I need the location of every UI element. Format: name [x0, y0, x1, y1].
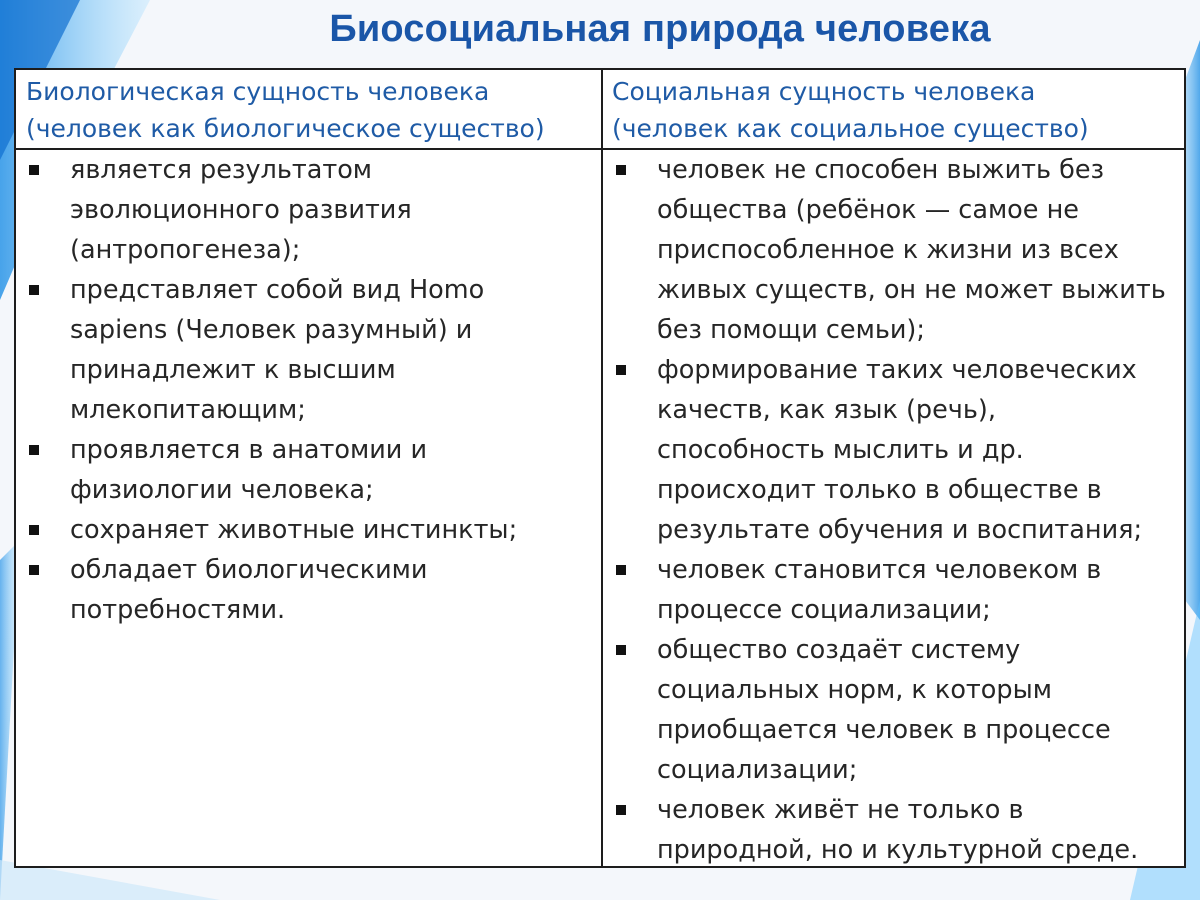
- list-item-line: физиологии человека;: [70, 475, 374, 505]
- list-item-line: способность мыслить и др.: [657, 435, 1024, 465]
- square-bullet-icon: [29, 285, 39, 295]
- list-item-line: sapiens (Человек разумный) и: [70, 315, 473, 345]
- list-item: [603, 790, 1186, 870]
- square-bullet-icon: [29, 565, 39, 575]
- list-item-line: социализации;: [657, 755, 858, 785]
- list-item-line: сохраняет животные инстинкты;: [70, 515, 518, 545]
- list-item-line: общество создаёт систему: [657, 635, 1021, 665]
- square-bullet-icon: [29, 165, 39, 175]
- list-item-line: потребностями.: [70, 595, 286, 625]
- square-bullet-icon: [616, 165, 626, 175]
- list-item: [603, 630, 1186, 790]
- list-item-line: живых существ, он не может выжить: [657, 275, 1166, 305]
- square-bullet-icon: [29, 525, 39, 535]
- comparison-table: [14, 68, 1186, 868]
- header-biological-line: (человек как биологическое существо): [26, 114, 545, 143]
- list-item-line: качеств, как язык (речь),: [657, 395, 996, 425]
- list-item-line: результате обучения и воспитания;: [657, 515, 1143, 545]
- biological-traits-list: [16, 150, 600, 630]
- square-bullet-icon: [616, 805, 626, 815]
- social-traits-list: [603, 150, 1186, 870]
- square-bullet-icon: [616, 565, 626, 575]
- list-item-line: процессе социализации;: [657, 595, 991, 625]
- list-item: [16, 430, 600, 510]
- square-bullet-icon: [616, 645, 626, 655]
- list-item-line: представляет собой вид Homo: [70, 275, 485, 305]
- list-item-line: человек живёт не только в: [657, 795, 1024, 825]
- list-item-line: общества (ребёнок — самое не: [657, 195, 1079, 225]
- header-social-line: Социальная сущность человека: [612, 77, 1036, 106]
- page-title: Биосоциальная природа человека: [329, 8, 991, 50]
- list-item: [16, 550, 600, 630]
- square-bullet-icon: [29, 445, 39, 455]
- list-item-line: проявляется в анатомии и: [70, 435, 428, 465]
- square-bullet-icon: [616, 365, 626, 375]
- list-item-line: формирование таких человеческих: [657, 355, 1137, 385]
- list-item-line: происходит только в обществе в: [657, 475, 1102, 505]
- list-item: [16, 150, 600, 270]
- header-biological-line: Биологическая сущность человека: [26, 77, 490, 106]
- list-item-line: природной, но и культурной среде.: [657, 835, 1139, 865]
- list-item-line: приспособленное к жизни из всех: [657, 235, 1119, 265]
- list-item: [603, 550, 1186, 630]
- list-item: [16, 510, 600, 550]
- header-biological: [26, 73, 545, 147]
- list-item-line: обладает биологическими: [70, 555, 428, 585]
- list-item-line: эволюционного развития: [70, 195, 412, 225]
- list-item-line: человек становится человеком в: [657, 555, 1102, 585]
- list-item: [603, 350, 1186, 550]
- list-item-line: (антропогенеза);: [70, 235, 301, 265]
- list-item-line: является результатом: [70, 155, 373, 185]
- list-item-line: принадлежит к высшим: [70, 355, 396, 385]
- list-item-line: без помощи семьи);: [657, 315, 925, 345]
- list-item-line: приобщается человек в процессе: [657, 715, 1111, 745]
- list-item-line: социальных норм, к которым: [657, 675, 1052, 705]
- list-item-line: млекопитающим;: [70, 395, 306, 425]
- header-social: [612, 73, 1089, 147]
- header-social-line: (человек как социальное существо): [612, 114, 1089, 143]
- list-item: [603, 150, 1186, 350]
- list-item-line: человек не способен выжить без: [657, 155, 1105, 185]
- list-item: [16, 270, 600, 430]
